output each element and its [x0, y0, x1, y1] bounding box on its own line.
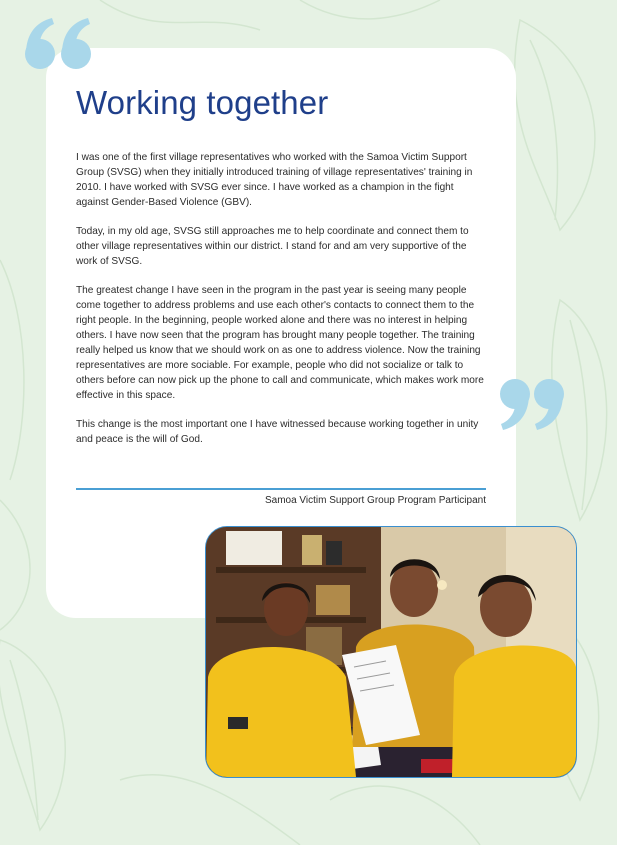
participants-photo [205, 526, 577, 778]
page-title: Working together [76, 84, 329, 121]
open-quote-icon [22, 16, 96, 74]
paragraph: The greatest change I have seen in the program in the past year is seeing many people come together to address problems and use each other's contacts to connect them to the right people. In the beginning, people worked alone and there was no interest in helping others. I have now seen that the program has brought many people together. The training really helped us know that we should work on as one to address violence. Now the training representatives are more sociable. For example, people who did not socialize or talk to others before can now pick up the phone to call and communicate, which makes work more effective in this space. [76, 285, 484, 401]
divider [76, 488, 486, 490]
paragraph: This change is the most important one I have witnessed because working together in unity and peace is the will of God. [76, 419, 479, 445]
paragraph: I was one of the first village representatives who worked with the Samoa Victim Support Group (SVSG) when they initially introduced training of village representatives' training in 2010. I have worked with SVSG ever since. I have worked as a champion in the fight against Gender-Based Violence (GBV). [76, 152, 473, 208]
testimonial-body [76, 150, 484, 461]
attribution: Samoa Victim Support Group Program Participant [264, 495, 486, 506]
close-quote-icon [497, 376, 567, 432]
paragraph: Today, in my old age, SVSG still approaches me to help coordinate and connect them to other village representatives within our district. I stand for and am very supportive of the work of SVSG. [76, 226, 469, 267]
